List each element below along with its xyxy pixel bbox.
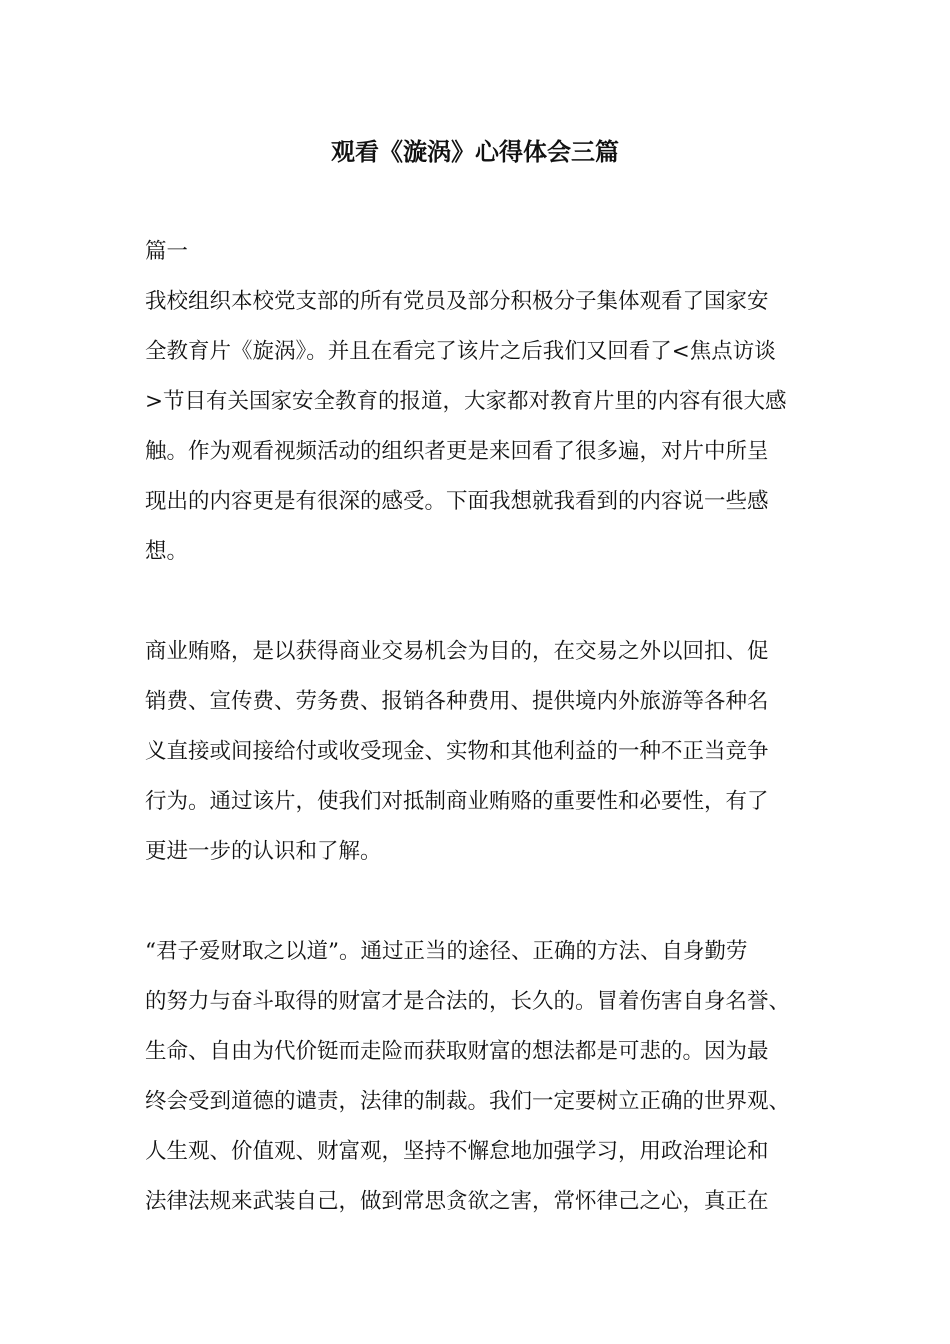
document-body <box>145 232 815 1232</box>
paragraph-line: 销费、宣传费、劳务费、报销各种费用、提供境内外旅游等各种名 <box>145 689 769 714</box>
paragraph-line: >节目有关国家安全教育的报道，大家都对教育片里的内容有很大感 <box>145 389 787 414</box>
paragraph-line: 商业贿赂，是以获得商业交易机会为目的，在交易之外以回扣、促 <box>145 639 769 664</box>
section-label: 篇一 <box>145 239 189 264</box>
paragraph-line: 更进一步的认识和了解。 <box>145 839 382 864</box>
paragraph-line: “君子爱财取之以道”。通过正当的途径、正确的方法、自身勤劳 <box>145 939 748 964</box>
paragraph-line: 的努力与奋斗取得的财富才是合法的，长久的。冒着伤害自身名誉、 <box>145 989 791 1014</box>
paragraph-3 <box>145 932 815 1232</box>
paragraph-spacer <box>145 882 815 932</box>
paragraph-line: 想。 <box>145 539 189 564</box>
paragraph-line: 义直接或间接给付或收受现金、实物和其他利益的一种不正当竞争 <box>145 739 769 764</box>
paragraph-2 <box>145 632 815 882</box>
paragraph-line: 行为。通过该片，使我们对抵制商业贿赂的重要性和必要性，有了 <box>145 789 769 814</box>
paragraph-line: 我校组织本校党支部的所有党员及部分积极分子集体观看了国家安 <box>145 289 769 314</box>
paragraph-line: 终会受到道德的谴责，法律的制裁。我们一定要树立正确的世界观、 <box>145 1089 791 1114</box>
paragraph-1 <box>145 282 815 582</box>
paragraph-line: 人生观、价值观、财富观，坚持不懈怠地加强学习，用政治理论和 <box>145 1139 769 1164</box>
paragraph-line: 全教育片《旋涡》。并且在看完了该片之后我们又回看了<焦点访谈 <box>145 339 776 364</box>
paragraph-line: 现出的内容更是有很深的感受。下面我想就我看到的内容说一些感 <box>145 489 769 514</box>
paragraph-spacer <box>145 582 815 632</box>
document-title: 观看《漩涡》心得体会三篇 <box>331 137 619 166</box>
paragraph-line: 触。作为观看视频活动的组织者更是来回看了很多遍，对片中所呈 <box>145 439 769 464</box>
paragraph-line: 法律法规来武装自己，做到常思贪欲之害，常怀律己之心，真正在 <box>145 1189 769 1214</box>
paragraph-line: 生命、自由为代价铤而走险而获取财富的想法都是可悲的。因为最 <box>145 1039 769 1064</box>
